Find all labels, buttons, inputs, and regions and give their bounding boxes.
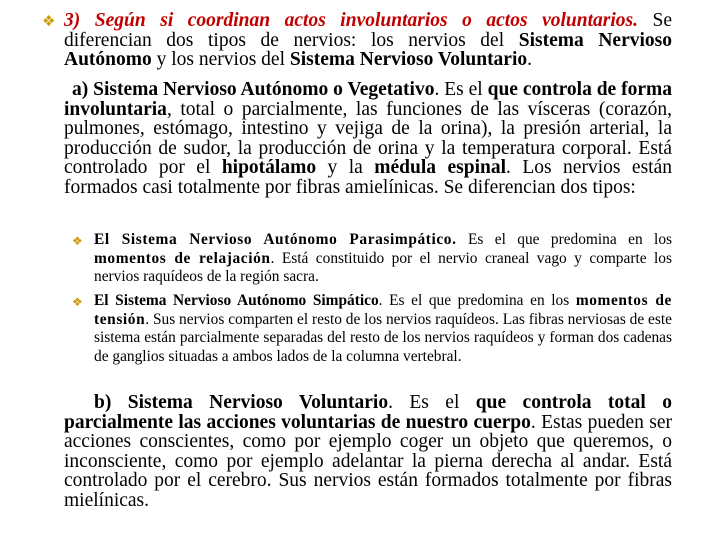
part-a-medula: médula espinal — [374, 157, 507, 179]
simpatico-tension: momentos de tensión — [94, 292, 672, 328]
parasimpatico-text-1: Es el que predomina en los — [456, 231, 673, 248]
part-b-text-2: . Estas pueden ser acciones conscientes, como por ejemplo coger un objeto que queremos, o inconsciente, como por ejemplo adelantar la pierna derecha al andar. Está controlado por el cerebro. Sus nervios están formados totalmente por fibras mielínicas. — [64, 411, 672, 511]
part-b-controla: que controla total o parcialmente las acciones voluntarias de nuestro cuerpo — [64, 392, 672, 433]
part-b-heading: b) Sistema Nervioso Voluntario — [94, 392, 389, 413]
part-a-hipotalamo: hipotálamo — [221, 157, 317, 179]
leaf-bullet-icon: ❖ — [42, 13, 56, 30]
section3-heading: 3) Según si coordinan actos involuntarios o actos voluntarios. — [64, 10, 638, 31]
simpatico-heading: El Sistema Nervioso Autónomo Simpático — [94, 292, 379, 309]
part-a-text-3: y la — [316, 157, 375, 179]
part-a-heading: a) Sistema Nervioso Autónomo o Vegetativo — [72, 79, 435, 100]
part-a-text-4: . Los nervios están formados casi totalmente por fibras amielínicas. Se diferencian dos tipos: — [64, 157, 672, 198]
section3-voluntario: Sistema Nervioso Voluntario — [289, 49, 528, 71]
part-a-text-1: . Es el — [434, 79, 488, 100]
parasimpatico-text-2: . Está constituido por el nervio craneal vago y comparte los nervios raquídeos de la región sacra. — [94, 249, 672, 286]
part-a-text-2: , total o parcialmente, las funciones de las vísceras (corazón, pulmones, estómago, intestino y vejiga de la orina), la presión arterial, la producción de sudor, la producción de orina y la temperatura corporal. Está controlado por el — [64, 98, 672, 179]
section3-autonomo: Sistema Nervioso Autónomo — [64, 29, 672, 71]
part-b-paragraph — [64, 393, 672, 511]
leaf-bullet-icon: ❖ — [72, 234, 83, 248]
parasimpatico-relajacion: momentos de relajación — [94, 249, 271, 267]
simpatico-text-2: . Sus nervios comparten el resto de los nervios raquídeos. Las fibras nerviosas de este sistema están parcialmente separadas del resto de los nervios raquídeos y forman dos cadenas de ganglios situadas a ambos lados de la columna vertebral. — [94, 310, 672, 365]
part-a-controla: que controla de forma involuntaria — [64, 79, 672, 120]
simpatico-paragraph — [72, 292, 672, 366]
section3-paragraph — [42, 10, 673, 71]
leaf-bullet-icon: ❖ — [72, 295, 83, 309]
section3-text-2: y los nervios del — [151, 49, 290, 71]
part-b-text-1: . Es el — [388, 392, 476, 413]
part-a-paragraph — [64, 80, 672, 198]
parasimpatico-heading: El Sistema Nervioso Autónomo Parasimpático. — [94, 231, 457, 248]
section3-text-3: . — [527, 49, 533, 71]
parasimpatico-paragraph — [72, 231, 673, 287]
simpatico-text-1: . Es el que predomina en los — [378, 292, 576, 309]
section3-text-1: Se diferencian dos tipos de nervios: los nervios del — [64, 10, 673, 51]
